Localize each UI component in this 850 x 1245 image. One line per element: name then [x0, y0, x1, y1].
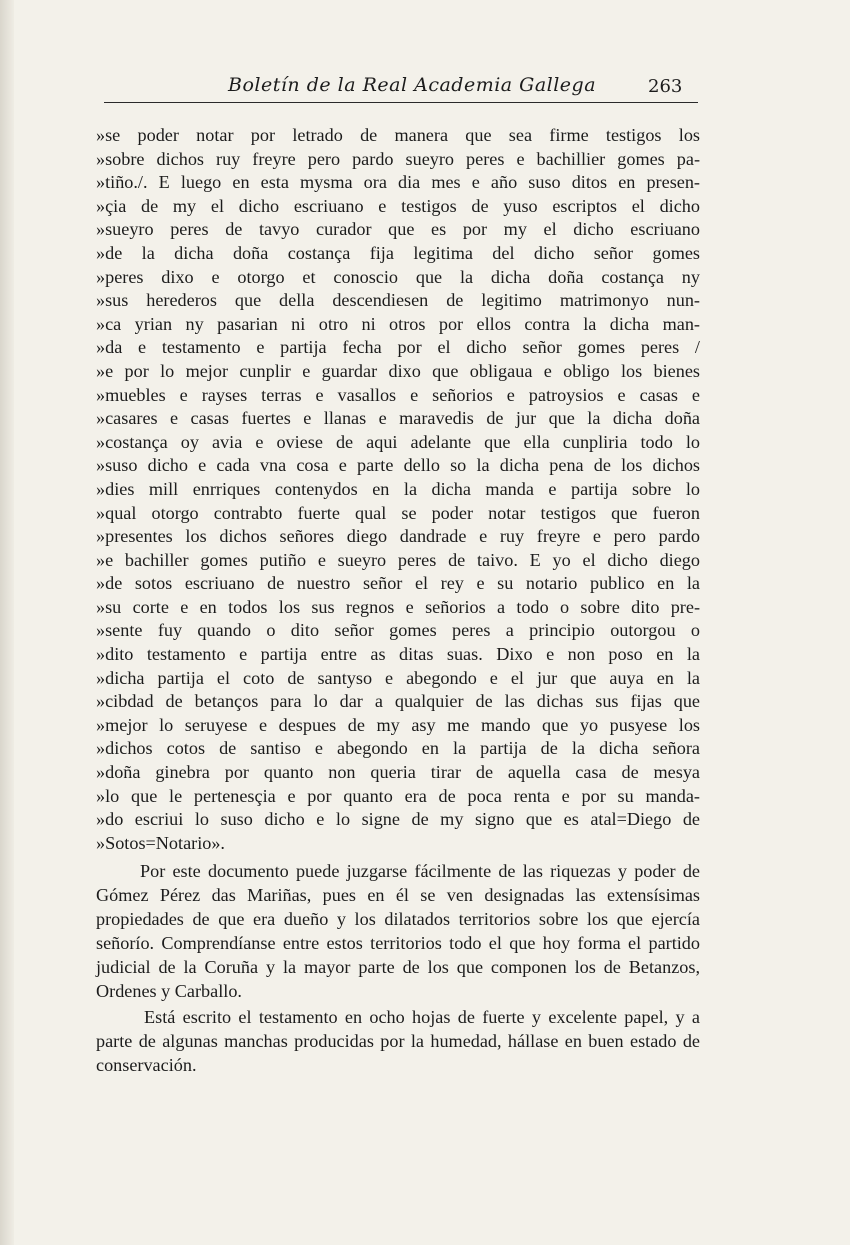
quote-line: »cibdad de betanços para lo dar a qualquier de las dichas sus fijas que [96, 691, 700, 712]
quote-line: »e por lo mejor cunplir e guardar dixo que obligaua e obligo los bienes [96, 360, 700, 381]
quote-line: »sente fuy quando o dito señor gomes peres a principio outorgou o [96, 620, 700, 641]
quoted-testament-text [96, 124, 700, 855]
quote-line: »dies mill enrriques contenydos en la dicha manda e partija sobre lo [96, 478, 700, 499]
quote-line: »presentes los dichos señores diego dandrade e ruy freyre e pero pardo [96, 526, 700, 547]
quote-line: »sobre dichos ruy freyre pero pardo sueyro peres e bachillier gomes pa- [96, 148, 700, 169]
quote-line: »su corte e en todos los sus regnos e señorios a todo o sobre dito pre- [96, 596, 700, 617]
quote-line: »casares e casas fuertes e llanas e maravedis de jur que la dicha doña [96, 408, 700, 429]
quote-line: »mejor lo seruyese e despues de my asy me mando que yo pusyese los [96, 714, 700, 735]
quote-line: »suso dicho e cada vna cosa e parte dello so la dicha pena de los dichos [96, 455, 700, 476]
paragraph: Por este documento puede juzgarse fácilmente de las riquezas y poder de Gómez Pérez das Mariñas, pues en él se ven designadas las extensísimas propiedades de que era dueño y los dilatados territorios sobre los que ejercía señorío. Comprendíanse entre estos territorios todo el que hoy forma el partido judicial de la Coruña y la mayor parte de los que componen los de Betanzos, Ordenes y Carballo. [96, 861, 700, 1002]
running-title: Boletín de la Real Academia Gallega [228, 74, 597, 96]
quote-line: »qual otorgo contrabto fuerte qual se poder notar testigos que fueron [96, 502, 700, 523]
header-rule [104, 102, 698, 103]
quote-line: »lo que le pertenesçia e por quanto era de poca renta e por su manda- [96, 785, 700, 806]
quote-line: »costança oy avia e oviese de aqui adelante que ella cunpliria todo lo [96, 431, 700, 452]
quote-line: »Sotos=Notario». [96, 832, 225, 853]
quote-line: »dito testamento e partija entre as ditas suas. Dixo e non poso en la [96, 644, 700, 665]
quote-line: »do escriui lo suso dicho e lo signe de my signo que es atal=Diego de [96, 809, 700, 830]
quote-line: »dichos cotos de santiso e abegondo en la partija de la dicha señora [96, 738, 700, 759]
paragraph: Está escrito el testamento en ocho hojas de fuerte y excelente papel, y a parte de algunas manchas producidas por la humedad, hállase en buen estado de conservación. [96, 1007, 700, 1076]
quote-line: »ca yrian ny pasarian ni otro ni otros por ellos contra la dicha man- [96, 313, 700, 334]
quote-line: »sus herederos que della descendiesen de legitimo matrimonyo nun- [96, 290, 700, 311]
quote-line: »tiño./. E luego en esta mysma ora dia mes e año suso ditos en presen- [96, 172, 700, 193]
page-number: 263 [648, 76, 683, 97]
quote-line: »çia de my el dicho escriuano e testigos de yuso escriptos el dicho [96, 195, 700, 216]
quote-line: »doña ginebra por quanto non queria tirar de aquella casa de mesya [96, 762, 700, 783]
quote-line: »de la dicha doña costança fija legitima del dicho señor gomes [96, 242, 700, 263]
quote-line: »se poder notar por letrado de manera que sea firme testigos los [96, 125, 700, 145]
quote-line: »dicha partija el coto de santyso e abegondo e el jur que auya en la [96, 667, 700, 688]
page-body [96, 124, 700, 1077]
quote-line: »muebles e rayses terras e vasallos e señorios e patroysios e casas e [96, 384, 700, 405]
quote-line: »da e testamento e partija fecha por el dicho señor gomes peres / [96, 337, 700, 358]
page-binding-edge [0, 0, 14, 1245]
quote-line: »e bachiller gomes putiño e sueyro peres de taivo. E yo el dicho diego [96, 549, 700, 570]
quote-line: »de sotos escriuano de nuestro señor el rey e su notario publico en la [96, 573, 700, 594]
quote-line: »sueyro peres de tavyo curador que es por my el dicho escriuano [96, 219, 700, 240]
page-header [100, 74, 700, 100]
quote-line: »peres dixo e otorgo et conoscio que la dicha doña costança ny [96, 266, 700, 287]
